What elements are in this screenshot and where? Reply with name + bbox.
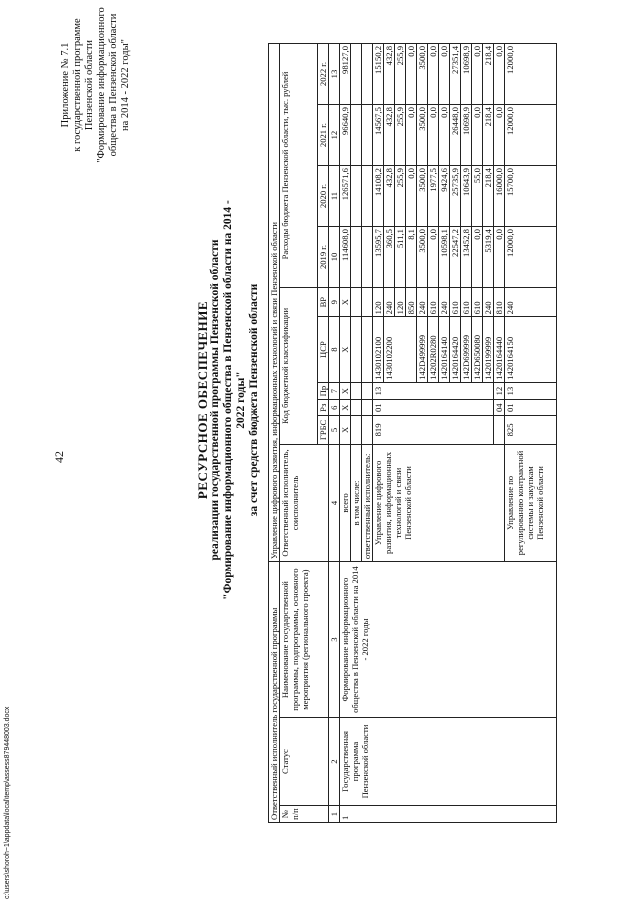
cell-value: 3500,0	[417, 44, 428, 105]
appendix-line: на 2014 - 2022 годы"	[120, 39, 131, 131]
appendix-line: Пензенской области	[84, 39, 95, 131]
appendix-line: общества в Пензенской области	[108, 13, 119, 157]
header-vr: ВР	[318, 287, 329, 316]
cell-value: 218,4	[483, 166, 494, 227]
cell-value: 0,0	[439, 105, 450, 166]
title-line: "Формирование информационного общества в Пензенской области на 2014 - 2022 годы"	[222, 200, 247, 600]
cell-value: 360,5	[384, 227, 395, 288]
cell-value: 0,0	[494, 105, 505, 166]
cell-value: 114608,0	[340, 227, 351, 288]
cell-value: 255,9	[395, 44, 406, 105]
cell-value: 26448,0	[450, 105, 461, 166]
cell-grbs: X	[340, 416, 351, 445]
col-number: 10	[329, 227, 340, 288]
cell-value: 0,0	[406, 44, 417, 105]
cell-csr: X	[340, 317, 351, 382]
cell-value: 22547,2	[450, 227, 461, 288]
cell-value: 511,1	[395, 227, 406, 288]
col-number: 12	[329, 105, 340, 166]
header-status: Статус	[280, 718, 329, 806]
title-line: РЕСУРСНОЕ ОБЕСПЕЧЕНИЕ	[195, 300, 210, 500]
cell-pr: 12	[494, 382, 505, 400]
cell-value: 3500,0	[417, 227, 428, 288]
band-right: Управление цифрового развития, информационных технологий и связи Пензенской области	[269, 44, 280, 562]
cell-value: 3500,0	[417, 166, 428, 227]
total-row	[340, 44, 351, 823]
cell-value: 0,0	[428, 105, 439, 166]
cell-vr: 240	[483, 287, 494, 316]
cell-value: 0,0	[472, 44, 483, 105]
cell-value: 0,0	[494, 44, 505, 105]
cell-value: 10598,1	[439, 227, 450, 288]
cell-value: 10643,9	[461, 166, 472, 227]
cell-value: 9424,6	[439, 166, 450, 227]
cell-vr: 120	[373, 287, 384, 316]
col-number: 3	[329, 562, 340, 718]
page-number: 42	[52, 451, 66, 463]
cell-pr: 13	[373, 382, 494, 400]
cell-value: 255,9	[395, 166, 406, 227]
cell-value: 13595,7	[373, 227, 384, 288]
title-line: реализации государственной программы Пензенской области	[209, 239, 221, 561]
cell-vr: 240	[417, 287, 428, 316]
col-number: 13	[329, 44, 340, 105]
cell-csr: 1420164150	[505, 317, 557, 382]
cell-csr: 1430102200	[384, 317, 417, 382]
col-number: 2	[329, 718, 340, 806]
cell-rz: 01	[373, 400, 494, 416]
cell-vr: 610	[472, 287, 483, 316]
cell-value: 5319,4	[483, 227, 494, 288]
cell-value: 255,9	[395, 105, 406, 166]
col-number: 4	[329, 444, 340, 561]
cell-vr: 240	[439, 287, 450, 316]
cell-csr: 1430102100	[373, 317, 384, 382]
cell-value: 12000,0	[505, 44, 557, 105]
col-number: 9	[329, 287, 340, 316]
cell-vr: 610	[428, 287, 439, 316]
cell-vr: 240	[505, 287, 557, 316]
cell-value: 432,8	[384, 105, 395, 166]
cell-value: 25735,9	[450, 166, 461, 227]
cell-rz: 04	[494, 400, 505, 416]
total-label: всего	[340, 444, 351, 561]
title-line: за счет средств бюджета Пензенской области	[248, 283, 260, 517]
col-number: 7	[329, 382, 340, 400]
cell-value: 16000,0	[494, 166, 505, 227]
cell-vr: 120	[395, 287, 406, 316]
cell-value: 0,0	[428, 227, 439, 288]
header-executor: Ответственный исполнитель, соисполнитель	[280, 444, 329, 561]
cell-value: 218,4	[483, 105, 494, 166]
cell-value: 12000,0	[505, 227, 557, 288]
cell-value: 8,1	[406, 227, 417, 288]
status-cell: Государственная программа Пензенской области	[340, 718, 557, 806]
cell-value: 10698,9	[461, 105, 472, 166]
col-number: 6	[329, 400, 340, 416]
appendix-line: "Формирование информационного	[96, 7, 107, 163]
cell-value: 126571,6	[340, 166, 351, 227]
executor-cell: Управление цифрового развития, информационных технологий и связи Пензенской области	[373, 444, 505, 561]
cell-value: 14108,2	[373, 166, 384, 227]
cell-value: 55,0	[472, 166, 483, 227]
header-csr: ЦСР	[318, 317, 329, 382]
cell-value: 0,0	[439, 44, 450, 105]
cell-value: 10698,9	[461, 44, 472, 105]
cell-value: 98127,0	[340, 44, 351, 105]
header-year: 2021 г.	[318, 105, 329, 166]
cell-csr: 1420164440	[494, 317, 505, 382]
cell-vr: 240	[384, 287, 395, 316]
cell-value: 0,0	[472, 227, 483, 288]
header-year: 2020 г.	[318, 166, 329, 227]
cell-value: 0,0	[428, 44, 439, 105]
cell-value: 12000,0	[505, 105, 557, 166]
file-path-footer: c:\users\shoroh~1\appdata\local\temp\assess879448003.docx	[4, 706, 11, 899]
cell-vr: 810	[494, 287, 505, 316]
cell-csr: 14202R0280	[428, 317, 439, 382]
cell-value: 15700,0	[505, 166, 557, 227]
in-that-label: в том числе:	[351, 444, 362, 561]
header-year: 2022 г.	[318, 44, 329, 105]
header-num: № п/п	[280, 806, 329, 823]
row-number: 1	[340, 806, 557, 823]
cell-value: 0,0	[406, 105, 417, 166]
cell-value: 14567,5	[373, 105, 384, 166]
cell-value: 0,0	[494, 227, 505, 288]
cell-csr: 142D699999	[461, 317, 472, 382]
cell-value: 0,0	[472, 105, 483, 166]
cell-value: 0,0	[406, 166, 417, 227]
header-grbs: ГРБС	[318, 416, 329, 445]
appendix-note	[60, 0, 132, 170]
appendix-line: к государственной программе	[72, 18, 83, 152]
cell-vr: X	[340, 287, 351, 316]
cell-value: 1977,5	[428, 166, 439, 227]
program-name-cell: Формирование информационного общества в Пензенской области на 2014 - 2022 годы	[340, 562, 557, 718]
header-expenses: Расходы бюджета Пензенской области, тыс. рублей	[280, 44, 318, 288]
col-number: 8	[329, 317, 340, 382]
col-number: 11	[329, 166, 340, 227]
cell-csr: 142D650080	[472, 317, 483, 382]
header-year: 2019 г.	[318, 227, 329, 288]
cell-value: 27351,4	[450, 44, 461, 105]
cell-pr: X	[340, 382, 351, 400]
cell-value: 432,8	[384, 44, 395, 105]
resp-exec-label: ответственный исполнитель:	[362, 444, 373, 561]
cell-vr: 610	[450, 287, 461, 316]
document-title	[196, 195, 261, 605]
cell-value: 15150,2	[373, 44, 384, 105]
cell-grbs: 819	[373, 416, 494, 445]
cell-rz: 01	[505, 400, 557, 416]
appendix-line: Приложение № 7.1	[60, 42, 71, 128]
header-rz: Рз	[318, 400, 329, 416]
cell-csr: 1420199999	[483, 317, 494, 382]
cell-value: 96640,9	[340, 105, 351, 166]
cell-value: 218,4	[483, 44, 494, 105]
header-code: Код бюджетной классификации	[280, 287, 318, 444]
band-left: Ответственный исполнитель государственной программы	[269, 562, 280, 823]
cell-value: 3500,0	[417, 105, 428, 166]
header-pr: Пр	[318, 382, 329, 400]
cell-csr: 142D499999	[417, 317, 428, 382]
cell-rz: X	[340, 400, 351, 416]
cell-pr: 13	[505, 382, 557, 400]
cell-csr: 1420164140	[439, 317, 450, 382]
col-number: 1	[329, 806, 340, 823]
cell-vr: 610	[461, 287, 472, 316]
col-number: 5	[329, 416, 340, 445]
column-numbers-row	[329, 44, 340, 823]
header-name: Наименование государственной программы, подпрограммы, основного мероприятия (регионального проекта)	[280, 562, 329, 718]
cell-value: 13452,8	[461, 227, 472, 288]
executor-cell: Управление по регулированию контрактной системы и закупкам Пензенской области	[505, 444, 557, 561]
cell-csr: 1420164420	[450, 317, 461, 382]
cell-vr: 850	[406, 287, 417, 316]
cell-grbs: 825	[505, 416, 557, 445]
resource-table	[268, 43, 557, 823]
cell-value: 432,8	[384, 166, 395, 227]
